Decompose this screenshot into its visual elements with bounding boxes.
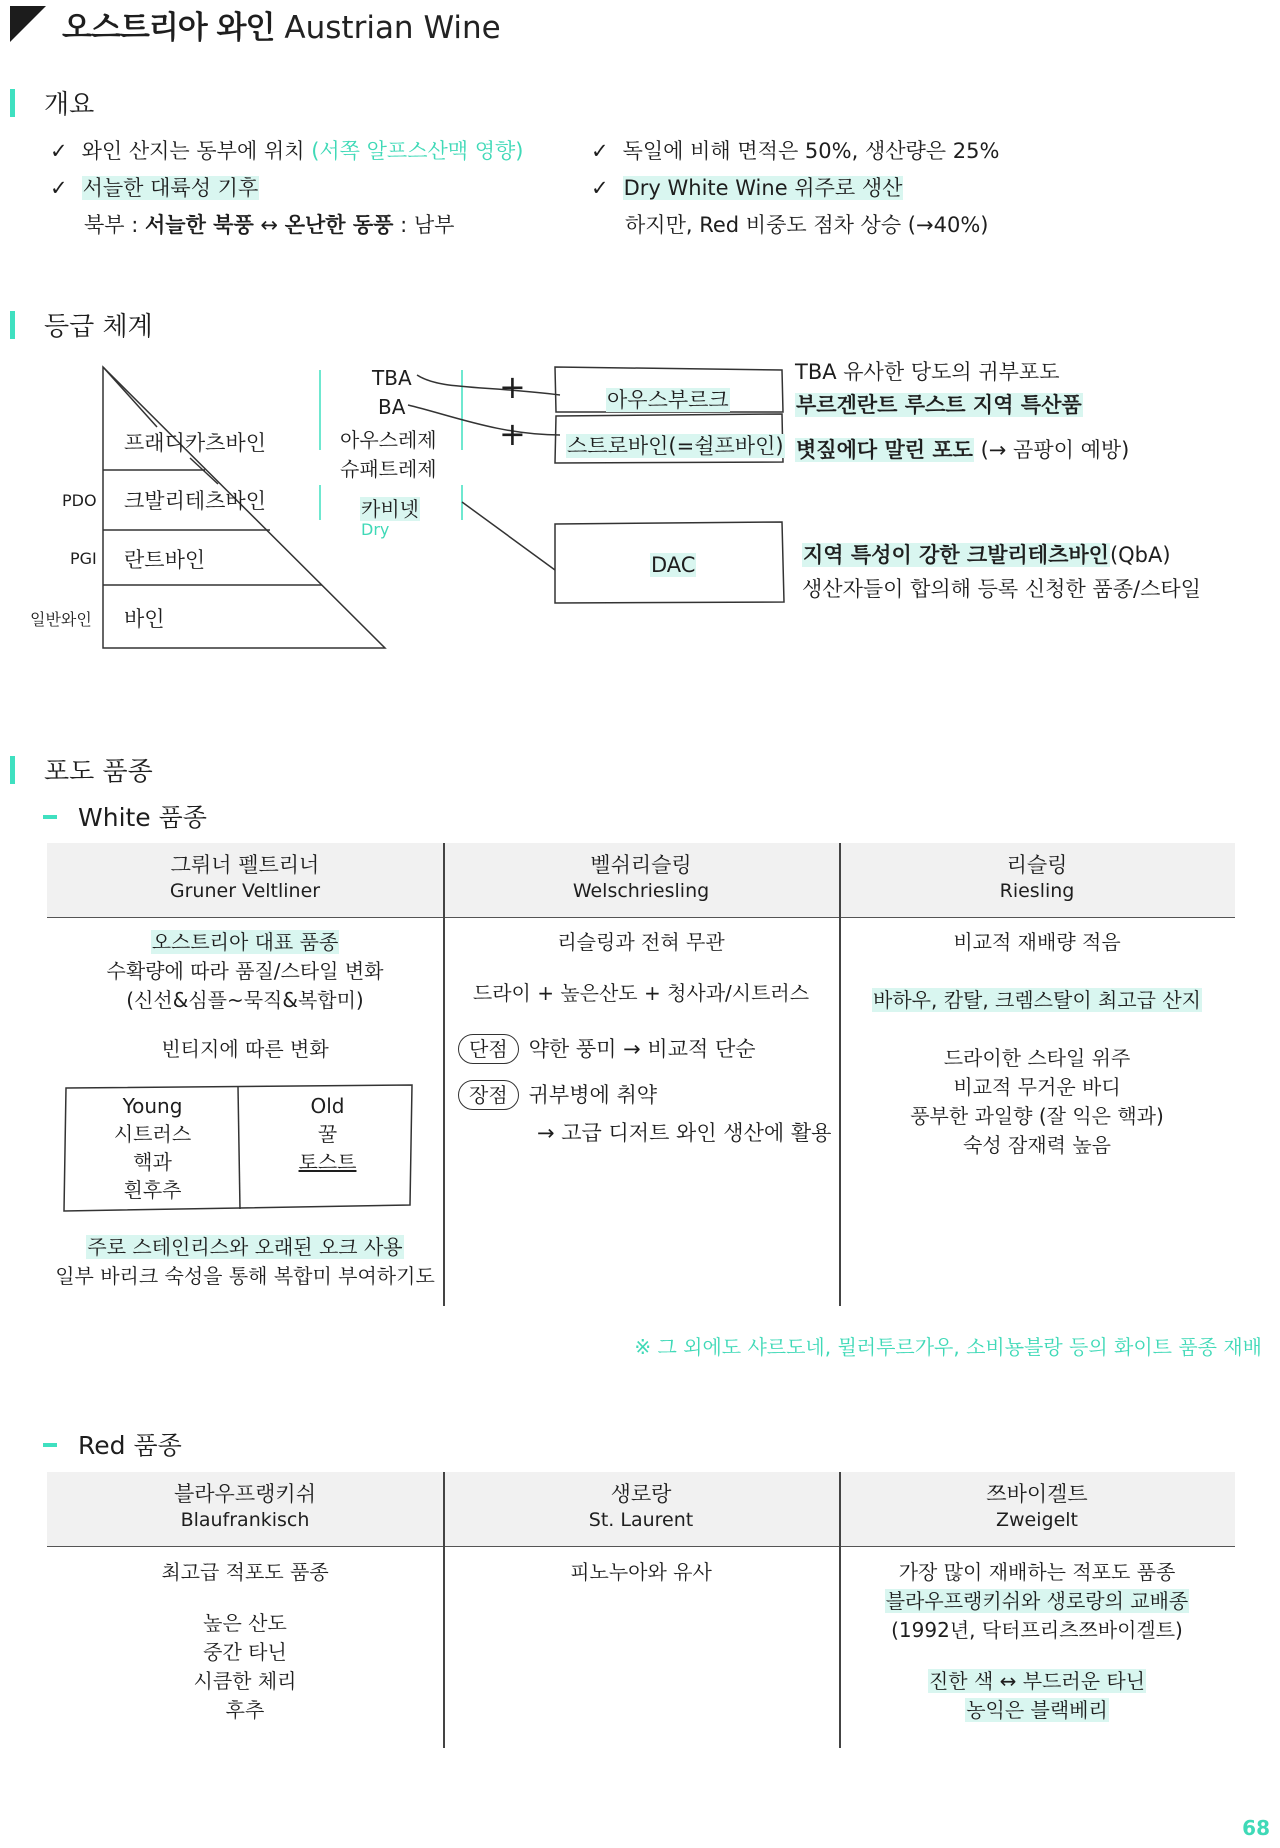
header-cell: 리슬링 Riesling xyxy=(999,853,1075,902)
desc-text: 생산자들이 합의해 등록 신청한 품종/스타일 xyxy=(802,577,1201,601)
header-cell: 블라우프랭키쉬 Blaufrankisch xyxy=(173,1482,316,1531)
young-cell: Young 시트러스 핵과 흰후추 xyxy=(113,1094,192,1202)
title-english: Austrian Wine xyxy=(284,10,501,46)
grade-label: 슈패트레제 xyxy=(340,457,437,481)
title-triangle-icon xyxy=(10,6,46,42)
red-title: Red 품종 xyxy=(78,1431,182,1460)
level-label: PDO xyxy=(62,491,97,510)
check-icon: ✓ xyxy=(591,139,609,163)
zw-column: 가장 많이 재배하는 적포도 품종 블라우프랭키쉬와 생로랑의 교배종 (1992년, 닥터프리츠쯔바이겔트) 진한 색 ↔ 부드러운 타닌 농익은 블랙베리 xyxy=(885,1560,1189,1722)
title-korean: 오스트리아 와인 xyxy=(62,10,275,46)
ws-con: 단점 약한 풍미 → 비교적 단순 xyxy=(458,1033,756,1064)
ws-column: 리슬링과 전혀 무관 드라이 + 높은산도 + 청사과/시트러스 xyxy=(472,930,810,1005)
grade-label: BA xyxy=(378,395,406,419)
plus-icon: + xyxy=(499,368,526,406)
level-label: 일반와인 xyxy=(30,610,92,629)
pyramid-label: 크발리테츠바인 xyxy=(124,489,267,513)
check-icon: ✓ xyxy=(591,176,609,200)
grade-label: TBA xyxy=(372,366,412,390)
column-divider xyxy=(443,1472,445,1748)
box-label: DAC xyxy=(651,553,696,577)
pyramid-label: 바인 xyxy=(124,607,165,631)
desc-text: 볏짚에다 말린 포도 (→ 곰팡이 예방) xyxy=(796,438,1130,462)
ws-pro: 장점 귀부병에 취약 xyxy=(458,1079,657,1110)
plus-icon: + xyxy=(499,415,526,453)
desc-text: 지역 특성이 강한 크발리테츠바인(QbA) xyxy=(803,543,1171,567)
bf-column: 최고급 적포도 품종 높은 산도 중간 타닌 시큼한 체리 후추 xyxy=(161,1560,329,1722)
old-cell: Old 꿀 토스트 xyxy=(298,1094,357,1174)
sub-dash-icon xyxy=(43,815,57,819)
page-number: 68 xyxy=(1242,1816,1270,1840)
connector-line xyxy=(462,502,555,570)
pyramid-tick xyxy=(103,367,157,427)
pyramid-label: 프래디카츠바인 xyxy=(124,431,267,455)
sl-column: 피노누아와 유사 xyxy=(570,1560,712,1584)
connector-line xyxy=(417,375,560,395)
level-label: PGI xyxy=(70,549,97,568)
box-label: 스트로바인(=쉴프바인) xyxy=(567,434,784,458)
white-note: ※ 그 외에도 샤르도네, 뮐러투르가우, 소비뇽블랑 등의 화이트 품종 재배 xyxy=(634,1335,1262,1359)
section-bar-icon xyxy=(10,89,15,117)
header-cell: 그뤼너 펠트리너 Gruner Veltliner xyxy=(169,853,321,902)
cabinet-note: Dry xyxy=(361,520,390,539)
section-bar-icon xyxy=(10,756,15,784)
overview-item: ✓ 서늘한 대륙성 기후 xyxy=(50,176,259,200)
gv-column-bottom: 주로 스테인리스와 오래된 오크 사용 일부 바리크 숙성을 통해 복합미 부여하기도 xyxy=(55,1235,435,1288)
overview-subitem: 북부 : 서늘한 북풍 ↔ 온난한 동풍 : 남부 xyxy=(84,213,455,237)
overview-item: ✓ 와인 산지는 동부에 위치 (서쪽 알프스산맥 영향) xyxy=(50,139,524,163)
white-title: White 품종 xyxy=(78,803,207,832)
column-divider xyxy=(443,843,445,1306)
desc-text: TBA 유사한 당도의 귀부포도 xyxy=(795,360,1060,384)
overview-title: 개요 xyxy=(44,90,95,120)
header-cell: 벨쉬리슬링 Welschriesling xyxy=(572,853,710,902)
check-icon: ✓ xyxy=(50,139,68,163)
gv-column: 오스트리아 대표 품종 수확량에 따라 품질/스타일 변화 (신선&심플~묵직&복합미) 빈티지에 따른 변화 xyxy=(106,930,384,1061)
overview-subitem: 하지만, Red 비중도 점차 상승 (→40%) xyxy=(625,213,989,237)
grade-label: 카비넷 xyxy=(361,497,419,521)
riesling-column: 비교적 재배량 적음 바하우, 캄탈, 크렘스탈이 최고급 산지 드라이한 스타일 위주 비교적 무거운 바디 풍부한 과일향 (잘 익은 핵과) 숙성 잠재력 높음 xyxy=(873,930,1201,1157)
section-bar-icon xyxy=(10,311,15,339)
red-table-header xyxy=(47,1472,1235,1547)
classification-title: 등급 체계 xyxy=(44,312,153,342)
header-cell: 생로랑 St. Laurent xyxy=(588,1482,694,1531)
page-title xyxy=(62,2,501,47)
pyramid-label: 란트바인 xyxy=(124,548,206,572)
white-table-header xyxy=(47,843,1235,918)
overview-item: ✓ 독일에 비해 면적은 50%, 생산량은 25% xyxy=(591,139,1000,163)
ws-pro-detail: → 고급 디저트 와인 생산에 활용 xyxy=(537,1121,832,1145)
check-icon: ✓ xyxy=(50,176,68,200)
desc-text: 부르겐란트 루스트 지역 특산품 xyxy=(796,393,1082,417)
overview-item: ✓ Dry White Wine 위주로 생산 xyxy=(591,176,903,200)
box-label: 아우스부르크 xyxy=(607,388,729,412)
sub-dash-icon xyxy=(43,1443,57,1447)
grade-label: 아우스레제 xyxy=(340,428,437,452)
header-cell: 쯔바이겔트 Zweigelt xyxy=(986,1482,1088,1531)
grapes-title: 포도 품종 xyxy=(44,757,153,787)
